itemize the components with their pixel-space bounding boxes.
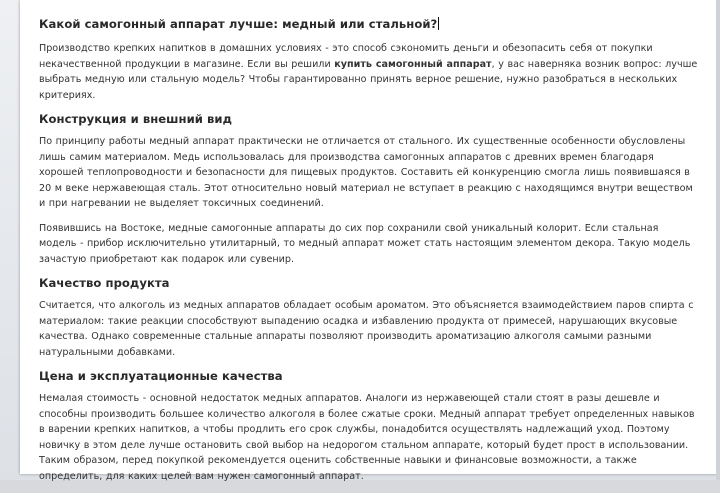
construction-paragraph-2: Появившись на Востоке, медные самогонные аппараты до сих пор сохранили свой уникальный колорит. Если стальная модель - прибор исключительно утилитарный, то медный аппарат может стать настоящим элементом декора. Такую модель зачастую приобретают как подарок или сувенир. bbox=[39, 222, 691, 265]
construction-paragraph-1: По принципу работы медный аппарат практически не отличается от стального. Их существенные особенности обусловлены лишь самим материалом. Медь использовалась для производства самогонных аппаратов с древних времен благодаря хорошей теплопроводности и безопасности для пищевых продуктов. Составить ей конкуренцию смогла лишь появившаяся в 20 м веке нержавеющая сталь. Этот относительно новый материал не вступает в реакцию с находящимся внутри веществом и при нагревании не выделяет токсичных соединений. bbox=[39, 136, 693, 209]
document-page[interactable] bbox=[20, 0, 716, 482]
window-edge bbox=[716, 0, 720, 480]
section-heading-quality: Качество продукта bbox=[39, 276, 170, 290]
document-title: Какой самогонный аппарат лучше: медный или стальной? bbox=[39, 17, 438, 31]
intro-paragraph bbox=[39, 41, 699, 103]
quality-paragraph: Считается, что алкоголь из медных аппаратов обладает особым ароматом. Это объясняется взаимодействием паров спирта с материалом: такие реакции способствуют выпадению осадка и избавлению продукта от примесей, нарушающих вкусовые качества. Однако современные стальные аппараты позволяют производить ароматизацию алкоголя самыми разными натуральными добавками. bbox=[39, 300, 694, 358]
intro-text-start: Производство крепких напитков в домашних условиях - это способ сэкономить деньги и обезопасить себя от покупки некачественной продукции в магазине. Если вы решили bbox=[39, 43, 653, 70]
document-body[interactable] bbox=[39, 8, 699, 493]
intro-text-end: , у вас наверняка возник вопрос: лучше выбрать медную или стальную модель? Чтобы гарантированно принять верное решение, нужно разобраться в нескольких критериях. bbox=[39, 58, 698, 101]
price-paragraph: Немалая стоимость - основной недостаток медных аппаратов. Аналоги из нержавеющей стали стоят в разы дешевле и способны производить большее количество алкоголя в более сжатые сроки. Медный аппарат требует определенных навыков в варении крепких напитков, а чтобы продлить его срок службы, понадобится осуществлять надлежащий уход. Поэтому новичку в этом деле лучше остановить свой выбор на недорогом стальном аппарате, который будет прост в использовании. Таким образом, перед покупкой рекомендуется оценить собственные навыки и финансовые возможности, а также определить, для каких целей вам нужен самогонный аппарат. bbox=[39, 393, 695, 482]
section-heading-construction: Конструкция и внешний вид bbox=[39, 112, 233, 126]
section-heading-price: Цена и эксплуатационные качества bbox=[39, 369, 283, 383]
text-cursor bbox=[438, 17, 439, 30]
buy-apparatus-link[interactable]: купить самогонный аппарат bbox=[334, 58, 492, 70]
